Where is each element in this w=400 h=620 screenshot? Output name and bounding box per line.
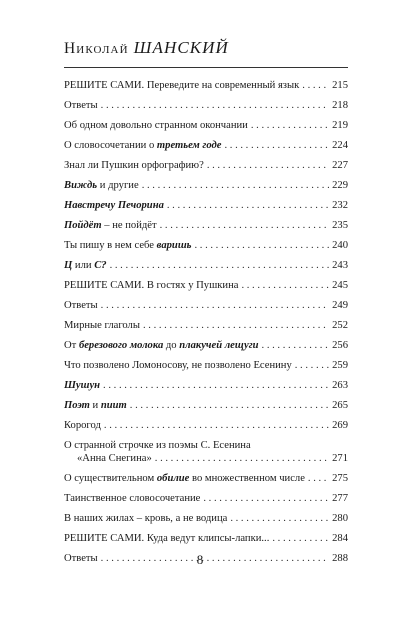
emphasized-word: варишь bbox=[156, 240, 192, 251]
emphasized-word: Пойдёт bbox=[64, 220, 102, 231]
toc-page-number: 249 bbox=[332, 300, 348, 311]
title-text: «Анна Снегина» bbox=[77, 453, 152, 464]
title-text: до bbox=[163, 340, 180, 351]
title-text: РЕШИТЕ САМИ. Переведите на современный язык bbox=[64, 80, 300, 91]
toc-entry bbox=[64, 219, 348, 232]
toc-entry bbox=[64, 279, 348, 292]
toc-entry bbox=[64, 359, 348, 372]
dot-leader bbox=[207, 159, 329, 172]
dot-leader bbox=[101, 99, 329, 112]
title-text: О словосочетании о bbox=[64, 140, 157, 151]
title-text: Мирные глаголы bbox=[64, 320, 140, 331]
toc-entry bbox=[64, 379, 348, 392]
toc-page-number: 288 bbox=[332, 553, 348, 564]
toc-page-number: 256 bbox=[332, 340, 348, 351]
toc-page-number: 243 bbox=[332, 260, 348, 271]
toc-page-number: 240 bbox=[332, 240, 348, 251]
toc-entry-title bbox=[64, 532, 269, 545]
emphasized-word: Шушун bbox=[64, 380, 101, 391]
toc-entry bbox=[64, 419, 348, 432]
title-text: Ты пишу в нем себе bbox=[64, 240, 157, 251]
toc-entry bbox=[64, 339, 348, 352]
toc-page-number: 232 bbox=[332, 200, 348, 211]
toc-entry-title bbox=[64, 512, 227, 525]
title-text: и bbox=[89, 400, 101, 411]
toc-entry-title bbox=[64, 279, 238, 292]
toc-page-number: 252 bbox=[332, 320, 348, 331]
toc-page-number: 227 bbox=[332, 160, 348, 171]
title-text: О существительном bbox=[64, 473, 157, 484]
toc-entry bbox=[64, 532, 348, 545]
dot-leader bbox=[241, 279, 329, 292]
toc-entry-title bbox=[64, 79, 299, 92]
toc-entry bbox=[64, 439, 348, 465]
dot-leader bbox=[155, 452, 329, 465]
title-text: и другие bbox=[97, 180, 139, 191]
title-text: В наших жилах – кровь, а не водица bbox=[64, 513, 228, 524]
dot-leader bbox=[103, 379, 329, 392]
toc-entry bbox=[64, 119, 348, 132]
dot-leader bbox=[130, 399, 329, 412]
title-text: Ответы bbox=[64, 300, 98, 311]
dot-leader bbox=[167, 199, 329, 212]
author-last-name: ШАНСКИЙ bbox=[133, 38, 229, 57]
toc-entry-title bbox=[64, 159, 204, 172]
toc-entry bbox=[64, 399, 348, 412]
toc-entry bbox=[64, 139, 348, 152]
dot-leader bbox=[101, 299, 329, 312]
toc-page-number: 235 bbox=[332, 220, 348, 231]
toc-page-number: 271 bbox=[332, 453, 348, 464]
toc-entry-title bbox=[64, 259, 107, 272]
toc-page-number: 218 bbox=[332, 100, 348, 111]
title-text: Ответы bbox=[64, 553, 98, 564]
emphasized-word: третьем годе bbox=[156, 140, 222, 151]
toc-entry bbox=[64, 179, 348, 192]
toc-entry bbox=[64, 159, 348, 172]
toc-entry-title bbox=[64, 359, 292, 372]
page-number: 8 bbox=[196, 552, 204, 567]
dot-leader bbox=[224, 139, 329, 152]
title-text: От bbox=[64, 340, 79, 351]
title-text: – не пойдёт bbox=[101, 220, 157, 231]
running-header bbox=[64, 38, 229, 58]
toc-entry bbox=[64, 239, 348, 252]
toc-entry bbox=[64, 99, 348, 112]
dot-leader bbox=[308, 472, 329, 485]
toc-entry-title-line: О странной строчке из поэмы С. Есенина bbox=[64, 440, 251, 451]
toc-page-number: 265 bbox=[332, 400, 348, 411]
title-text: РЕШИТЕ САМИ. В гостях у Пушкина bbox=[64, 280, 239, 291]
toc-entry-title bbox=[64, 119, 248, 132]
dot-leader bbox=[110, 259, 329, 272]
emphasized-word: Виждь bbox=[64, 180, 98, 191]
toc-entry-title bbox=[64, 239, 191, 252]
toc-page-number: 219 bbox=[332, 120, 348, 131]
toc-entry-title bbox=[64, 199, 164, 212]
title-text: РЕШИТЕ САМИ. Куда ведут клипсы-лапки... bbox=[64, 533, 270, 544]
dot-leader bbox=[302, 79, 329, 92]
emphasized-word: березового молока bbox=[78, 340, 164, 351]
toc-page-number: 269 bbox=[332, 420, 348, 431]
toc-entry bbox=[64, 199, 348, 212]
emphasized-word: Навстречу Печорина bbox=[64, 200, 164, 211]
title-text: или bbox=[72, 260, 95, 271]
dot-leader bbox=[272, 532, 329, 545]
toc-entry-title bbox=[64, 419, 101, 432]
toc-entry-title bbox=[77, 452, 152, 465]
toc-entry-title bbox=[64, 339, 259, 352]
toc-entry-title bbox=[64, 299, 98, 312]
toc-entry-title bbox=[64, 179, 139, 192]
dot-leader bbox=[160, 219, 329, 232]
dot-leader bbox=[142, 179, 329, 192]
header-rule bbox=[64, 67, 348, 68]
emphasized-word: С? bbox=[94, 260, 107, 271]
toc-page-number: 245 bbox=[332, 280, 348, 291]
toc-page-number: 215 bbox=[332, 80, 348, 91]
toc-entry-title bbox=[64, 139, 221, 152]
toc-entry-title bbox=[64, 399, 127, 412]
emphasized-word: пиит bbox=[100, 400, 127, 411]
toc-page-number: 284 bbox=[332, 533, 348, 544]
dot-leader bbox=[262, 339, 329, 352]
toc-entry bbox=[64, 492, 348, 505]
title-text: Таинственное словосочетание bbox=[64, 493, 201, 504]
toc-page-number: 224 bbox=[332, 140, 348, 151]
emphasized-word: плакучей лещуги bbox=[179, 340, 259, 351]
toc-entry-title bbox=[64, 219, 157, 232]
title-text: Об одном довольно странном окончании bbox=[64, 120, 248, 131]
toc-entry bbox=[64, 299, 348, 312]
toc-page-number: 275 bbox=[332, 473, 348, 484]
dot-leader bbox=[203, 492, 329, 505]
emphasized-word: Ц bbox=[64, 260, 73, 271]
toc-entry bbox=[64, 319, 348, 332]
toc-page-number: 259 bbox=[332, 360, 348, 371]
dot-leader bbox=[104, 419, 329, 432]
dot-leader bbox=[230, 512, 329, 525]
dot-leader bbox=[194, 239, 329, 252]
emphasized-word: обилие bbox=[156, 473, 190, 484]
dot-leader bbox=[143, 319, 329, 332]
title-text: Знал ли Пушкин орфографию? bbox=[64, 160, 204, 171]
table-of-contents bbox=[64, 72, 348, 572]
toc-page-number: 277 bbox=[332, 493, 348, 504]
title-text: во множественном числе bbox=[189, 473, 305, 484]
toc-page-number: 263 bbox=[332, 380, 348, 391]
toc-entry bbox=[64, 512, 348, 525]
toc-entry-title bbox=[64, 99, 98, 112]
title-text: Корогод bbox=[64, 420, 101, 431]
dot-leader bbox=[295, 359, 329, 372]
toc-entry-title bbox=[64, 492, 200, 505]
author-first-name: Николай bbox=[64, 40, 129, 57]
toc-entry-title bbox=[64, 379, 100, 392]
toc-page-number: 280 bbox=[332, 513, 348, 524]
toc-entry bbox=[64, 259, 348, 272]
toc-entry-title bbox=[64, 472, 305, 485]
emphasized-word: Поэт bbox=[64, 400, 90, 411]
toc-entry bbox=[64, 472, 348, 485]
toc-page-number: 229 bbox=[332, 180, 348, 191]
dot-leader bbox=[251, 119, 329, 132]
toc-entry bbox=[64, 79, 348, 92]
title-text: Ответы bbox=[64, 100, 98, 111]
toc-entry-title bbox=[64, 319, 140, 332]
title-text: Что позволено Ломоносову, не позволено Есенину bbox=[64, 360, 292, 371]
